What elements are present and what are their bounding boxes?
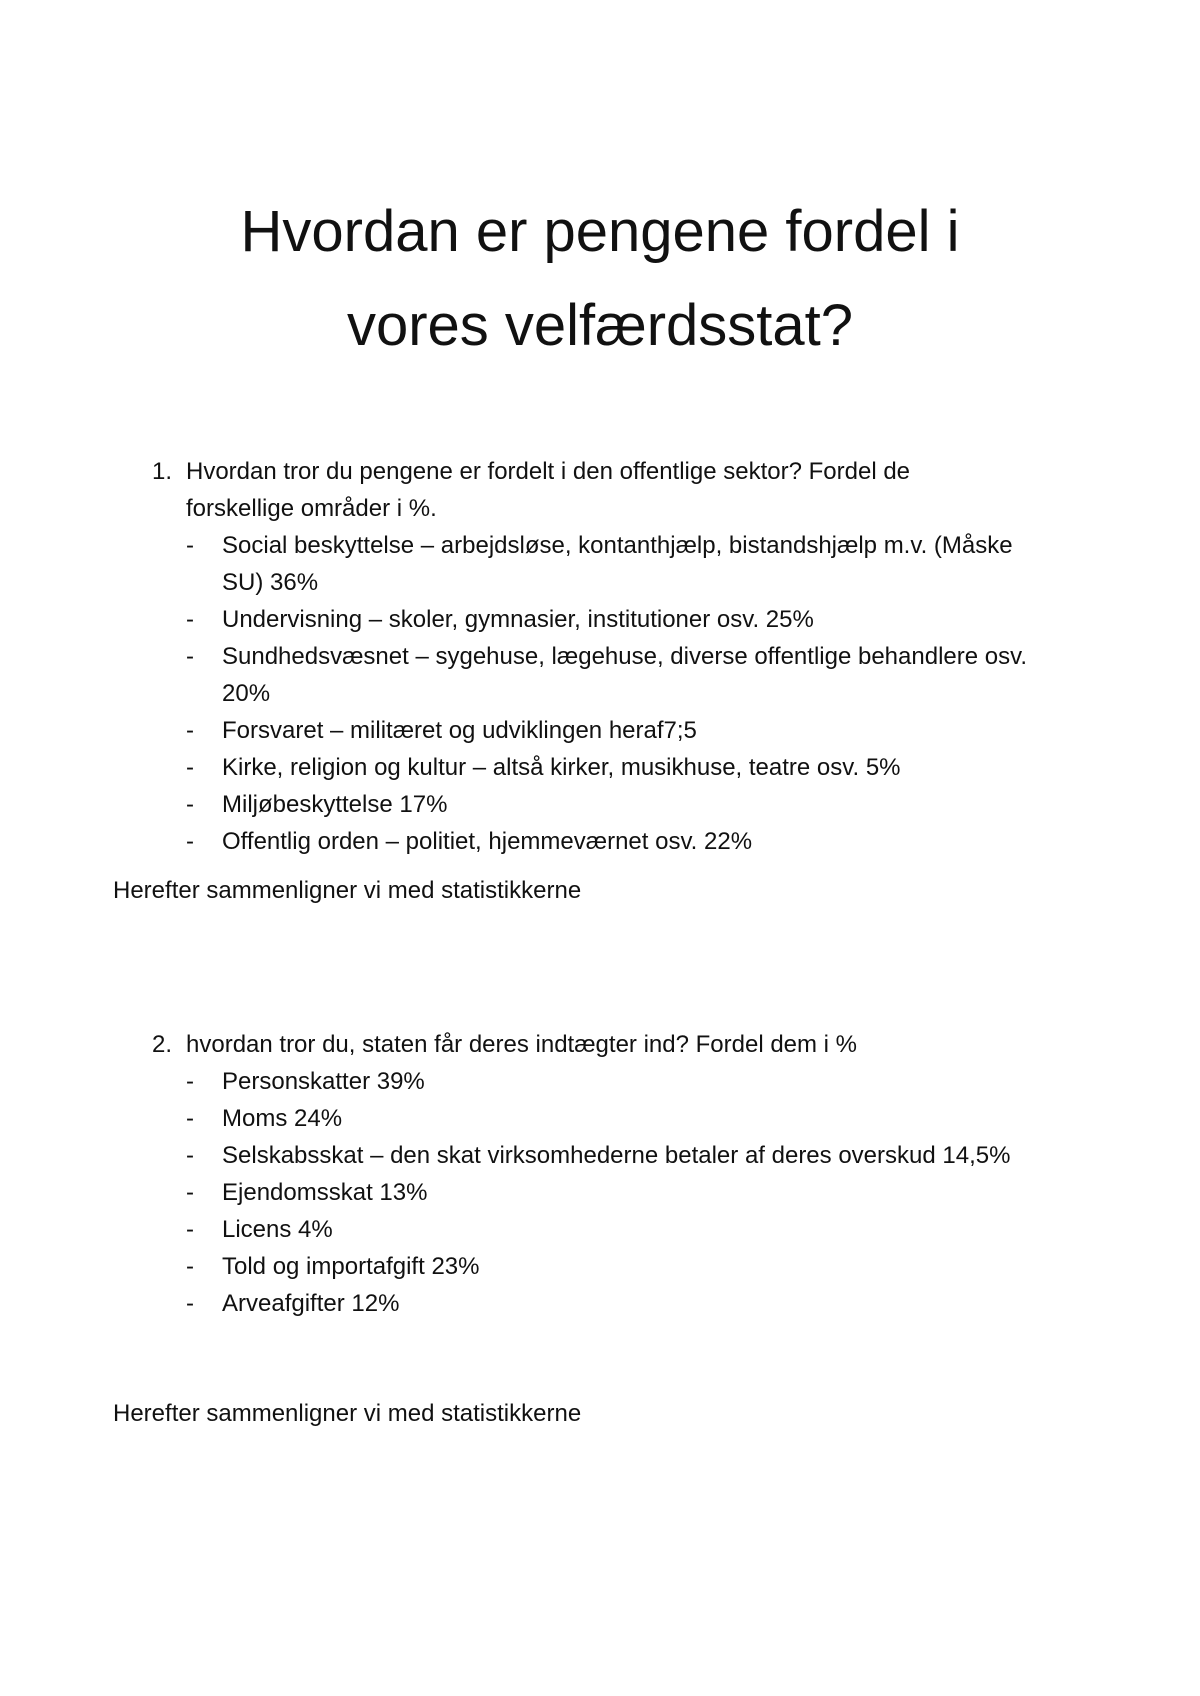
- title-line-2: vores velfærdsstat?: [346, 293, 854, 358]
- list-item-text: Personskatter 39%: [222, 1068, 425, 1095]
- list-item-text: Ejendomsskat 13%: [222, 1179, 428, 1206]
- list-item-text: Forsvaret – militæret og udviklingen heraf7;5: [222, 717, 697, 744]
- question-1-line-1: Hvordan tror du pengene er fordelt i den offentlige sektor? Fordel de: [186, 458, 911, 485]
- dash-bullet: -: [186, 791, 194, 818]
- list-item: [0, 638, 1200, 675]
- dash-bullet: -: [186, 1068, 194, 1095]
- dash-bullet: -: [186, 754, 194, 781]
- list-item: [0, 527, 1200, 564]
- closing-paragraph-2: Herefter sammenligner vi med statistikkerne: [113, 1400, 582, 1427]
- list-item-text: Social beskyttelse – arbejdsløse, kontanthjælp, bistandshjælp m.v. (Måske: [222, 532, 1013, 559]
- dash-bullet: -: [186, 1290, 194, 1317]
- list-item-text: Sundhedsvæsnet – sygehuse, lægehuse, diverse offentlige behandlere osv.: [222, 643, 1027, 670]
- dash-bullet: -: [186, 532, 194, 559]
- list-item-text: Moms 24%: [222, 1105, 343, 1132]
- dash-bullet: -: [186, 1216, 194, 1243]
- list-item: [0, 712, 1200, 749]
- list-item-text: Undervisning – skoler, gymnasier, institutioner osv. 25%: [222, 606, 814, 633]
- list-item-text-cont: 20%: [222, 680, 271, 707]
- list-item: [0, 1063, 1200, 1100]
- list-item: [0, 1137, 1200, 1174]
- list-item-text: Licens 4%: [222, 1216, 333, 1243]
- list-item: [0, 1100, 1200, 1137]
- title-line-1: Hvordan er pengene fordel i: [240, 199, 960, 264]
- list-item: [0, 823, 1200, 860]
- dash-bullet: -: [186, 828, 194, 855]
- list-item: [0, 1248, 1200, 1285]
- list-item-text: Arveafgifter 12%: [222, 1290, 400, 1317]
- dash-bullet: -: [186, 1253, 194, 1280]
- question-1-number: 1.: [152, 458, 173, 485]
- list-item-text: Kirke, religion og kultur – altså kirker, musikhuse, teatre osv. 5%: [222, 754, 901, 781]
- list-item-text-cont: SU) 36%: [222, 569, 319, 596]
- list-item: [0, 1211, 1200, 1248]
- question-2-line-1: hvordan tror du, staten får deres indtægter ind? Fordel dem i %: [186, 1031, 858, 1058]
- dash-bullet: -: [186, 1105, 194, 1132]
- list-item-continuation: [0, 675, 1200, 712]
- dash-bullet: -: [186, 717, 194, 744]
- closing-paragraph-1: Herefter sammenligner vi med statistikkerne: [113, 877, 582, 904]
- list-item: [0, 601, 1200, 638]
- dash-bullet: -: [186, 606, 194, 633]
- question-2-number: 2.: [152, 1031, 173, 1058]
- list-item: [0, 749, 1200, 786]
- document-title: [0, 185, 1200, 373]
- list-item: [0, 1285, 1200, 1322]
- list-item-text: Offentlig orden – politiet, hjemmeværnet osv. 22%: [222, 828, 753, 855]
- dash-bullet: -: [186, 1142, 194, 1169]
- question-1-line-2: forskellige områder i %.: [186, 495, 437, 522]
- list-item: [0, 786, 1200, 823]
- dash-bullet: -: [186, 643, 194, 670]
- list-item-text: Miljøbeskyttelse 17%: [222, 791, 448, 818]
- list-item-text: Told og importafgift 23%: [222, 1253, 480, 1280]
- list-item-continuation: [0, 564, 1200, 601]
- list-item-text: Selskabsskat – den skat virksomhederne betaler af deres overskud 14,5%: [222, 1142, 1011, 1169]
- list-item: [0, 1174, 1200, 1211]
- dash-bullet: -: [186, 1179, 194, 1206]
